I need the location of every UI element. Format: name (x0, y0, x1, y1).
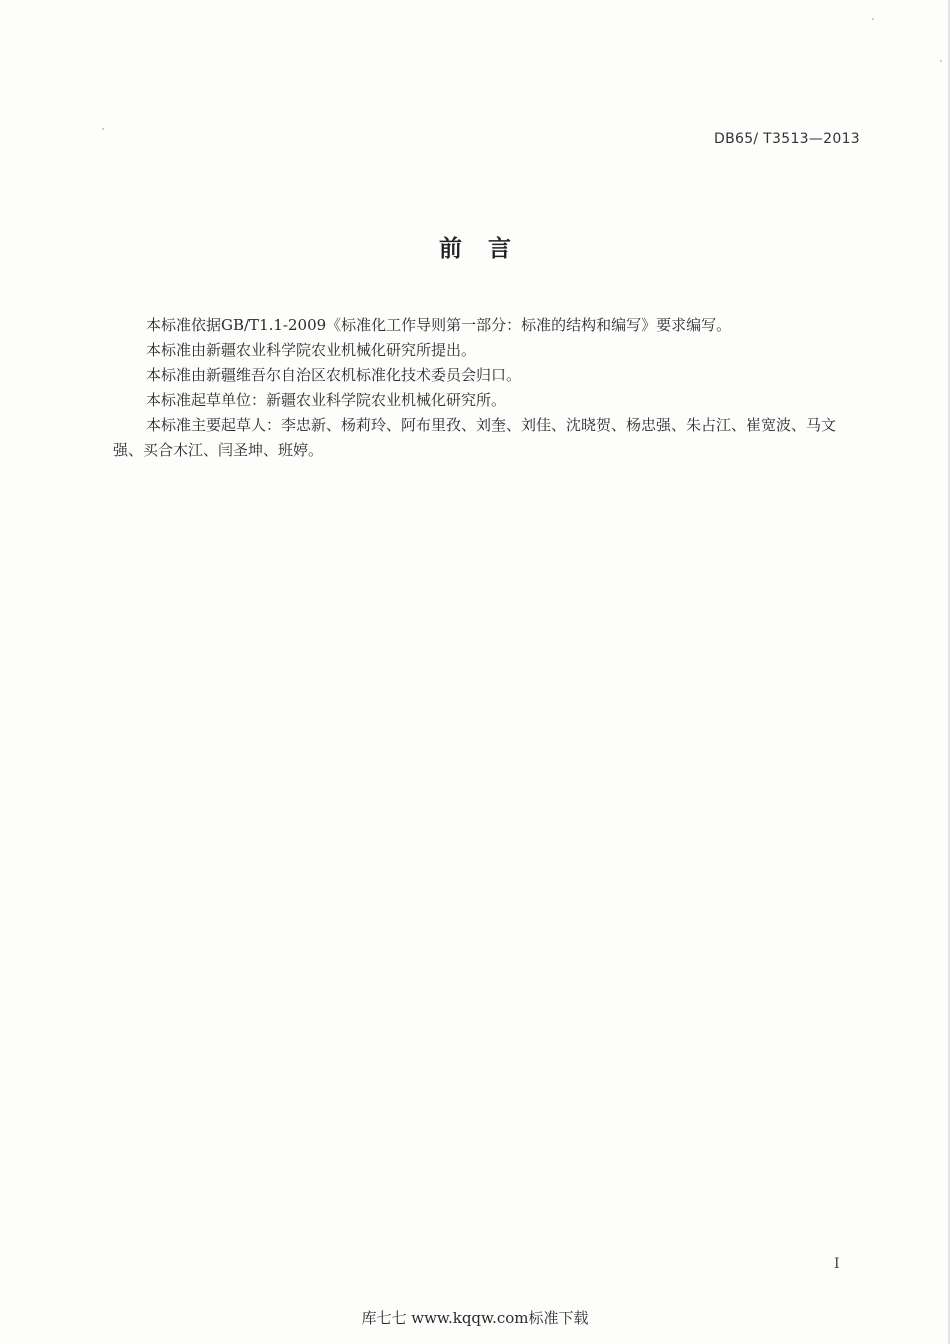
footer-watermark: 库七七 www.kqqw.com标准下载 (361, 1309, 589, 1327)
paragraph-drafters: 本标准主要起草人：李忠新、杨莉玲、阿布里孜、刘奎、刘佳、沈晓贺、杨忠强、朱占江、崔宽波、马文强、买合木江、闫圣坤、班婷。 (113, 416, 837, 459)
page-number: I (834, 1256, 840, 1272)
scan-speck (940, 60, 942, 62)
section-title: 前言 (439, 236, 537, 262)
scan-speck (872, 18, 874, 20)
paragraph-drafting-unit: 本标准起草单位：新疆农业科学院农业机械化研究所。 (146, 391, 507, 409)
paragraph-administrator: 本标准由新疆维吾尔自治区农机标准化技术委员会归口。 (146, 366, 522, 384)
paragraph-basis: 本标准依据GB/T1.1-2009《标准化工作导则第一部分：标准的结构和编写》要求编写。 (146, 316, 732, 334)
preface-body (113, 313, 863, 463)
scan-speck (102, 128, 104, 130)
standard-code: DB65/ T3513—2013 (714, 131, 860, 147)
paragraph-proposer: 本标准由新疆农业科学院农业机械化研究所提出。 (146, 341, 477, 359)
